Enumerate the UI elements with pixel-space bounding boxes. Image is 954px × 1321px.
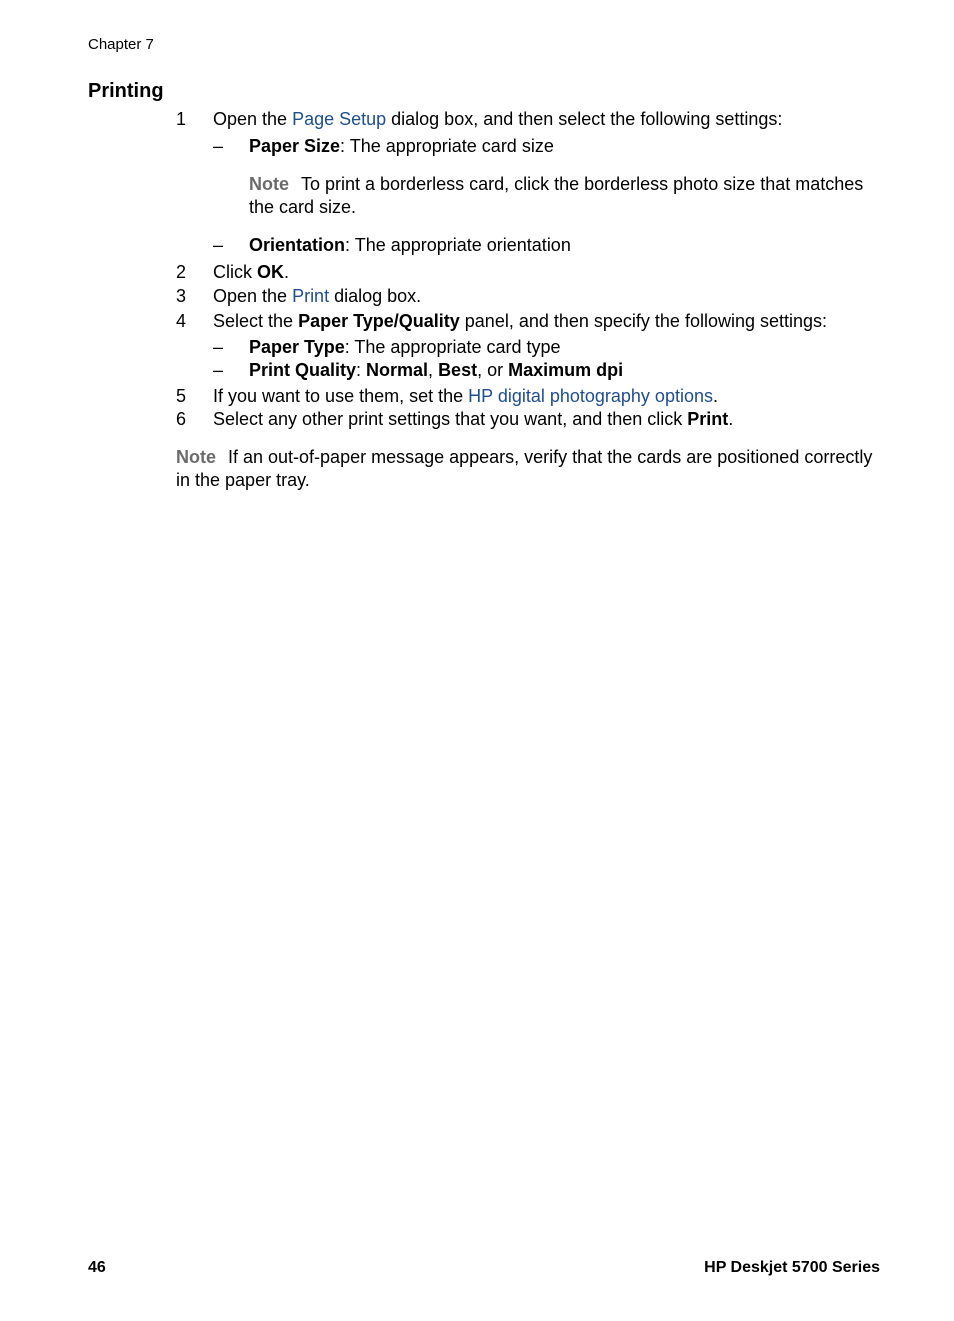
note-text: If an out-of-paper message appears, verify that the cards are positioned correctly in the paper tray. — [176, 447, 873, 490]
substep-label: Orientation — [249, 235, 346, 255]
substep-text: : The appropriate card type — [344, 337, 561, 357]
step-text: dialog box. — [329, 286, 422, 306]
step-4 — [213, 310, 827, 333]
substep-orientation — [249, 234, 571, 257]
step-text: panel, and then specify the following settings: — [459, 311, 828, 331]
step-text: Open the — [213, 109, 293, 129]
step-number: 5 — [176, 386, 187, 406]
note-label: Note — [249, 174, 289, 194]
step-6 — [213, 408, 733, 431]
section-title: Printing — [88, 80, 164, 102]
quality-option: Best — [438, 360, 478, 380]
hp-digital-photography-link[interactable]: HP digital photography options — [468, 386, 713, 406]
quality-option: Maximum dpi — [508, 360, 624, 380]
paper-type-quality-term: Paper Type/Quality — [298, 311, 460, 331]
product-name: HP Deskjet 5700 Series — [704, 1259, 880, 1276]
dash-bullet: – — [213, 337, 224, 357]
separator: : — [356, 360, 367, 380]
step-text: dialog box, and then select the following settings: — [386, 109, 783, 129]
step-text: Open the — [213, 286, 293, 306]
dash-bullet: – — [213, 360, 224, 380]
substep-paper-type — [249, 336, 561, 359]
step-3 — [213, 285, 421, 308]
note-label: Note — [176, 447, 216, 467]
dash-bullet: – — [213, 136, 224, 156]
separator: , or — [477, 360, 509, 380]
dash-bullet: – — [213, 235, 224, 255]
print-term: Print — [687, 409, 729, 429]
step-2 — [213, 261, 289, 284]
step-number: 2 — [176, 262, 187, 282]
step-5 — [213, 385, 718, 408]
step-number: 4 — [176, 311, 187, 331]
step-1 — [213, 108, 782, 131]
step-number: 6 — [176, 409, 187, 429]
step-text: . — [728, 409, 734, 429]
step-text: Select any other print settings that you want, and then click — [213, 409, 688, 429]
note-text: To print a borderless card, click the borderless photo size that matches the card size. — [249, 174, 864, 217]
page-setup-link[interactable]: Page Setup — [292, 109, 387, 129]
step-text: If you want to use them, set the — [213, 386, 469, 406]
note-borderless — [249, 173, 889, 219]
step-text: . — [284, 262, 290, 282]
step-number: 1 — [176, 109, 187, 129]
step-text: Select the — [213, 311, 299, 331]
step-text: Click — [213, 262, 257, 282]
step-number: 3 — [176, 286, 187, 306]
substep-label: Print Quality — [249, 360, 357, 380]
substep-paper-size — [249, 135, 554, 158]
step-text: . — [712, 386, 718, 406]
print-link[interactable]: Print — [292, 286, 330, 306]
substep-text: : The appropriate orientation — [345, 235, 571, 255]
substep-label: Paper Type — [249, 337, 345, 357]
ok-term: OK — [257, 262, 284, 282]
substep-print-quality — [249, 359, 623, 382]
page-number: 46 — [88, 1259, 106, 1276]
substep-label: Paper Size — [249, 136, 341, 156]
chapter-label: Chapter 7 — [88, 36, 154, 53]
quality-option: Normal — [366, 360, 429, 380]
note-out-of-paper — [176, 446, 888, 492]
substep-text: : The appropriate card size — [340, 136, 554, 156]
separator: , — [428, 360, 439, 380]
